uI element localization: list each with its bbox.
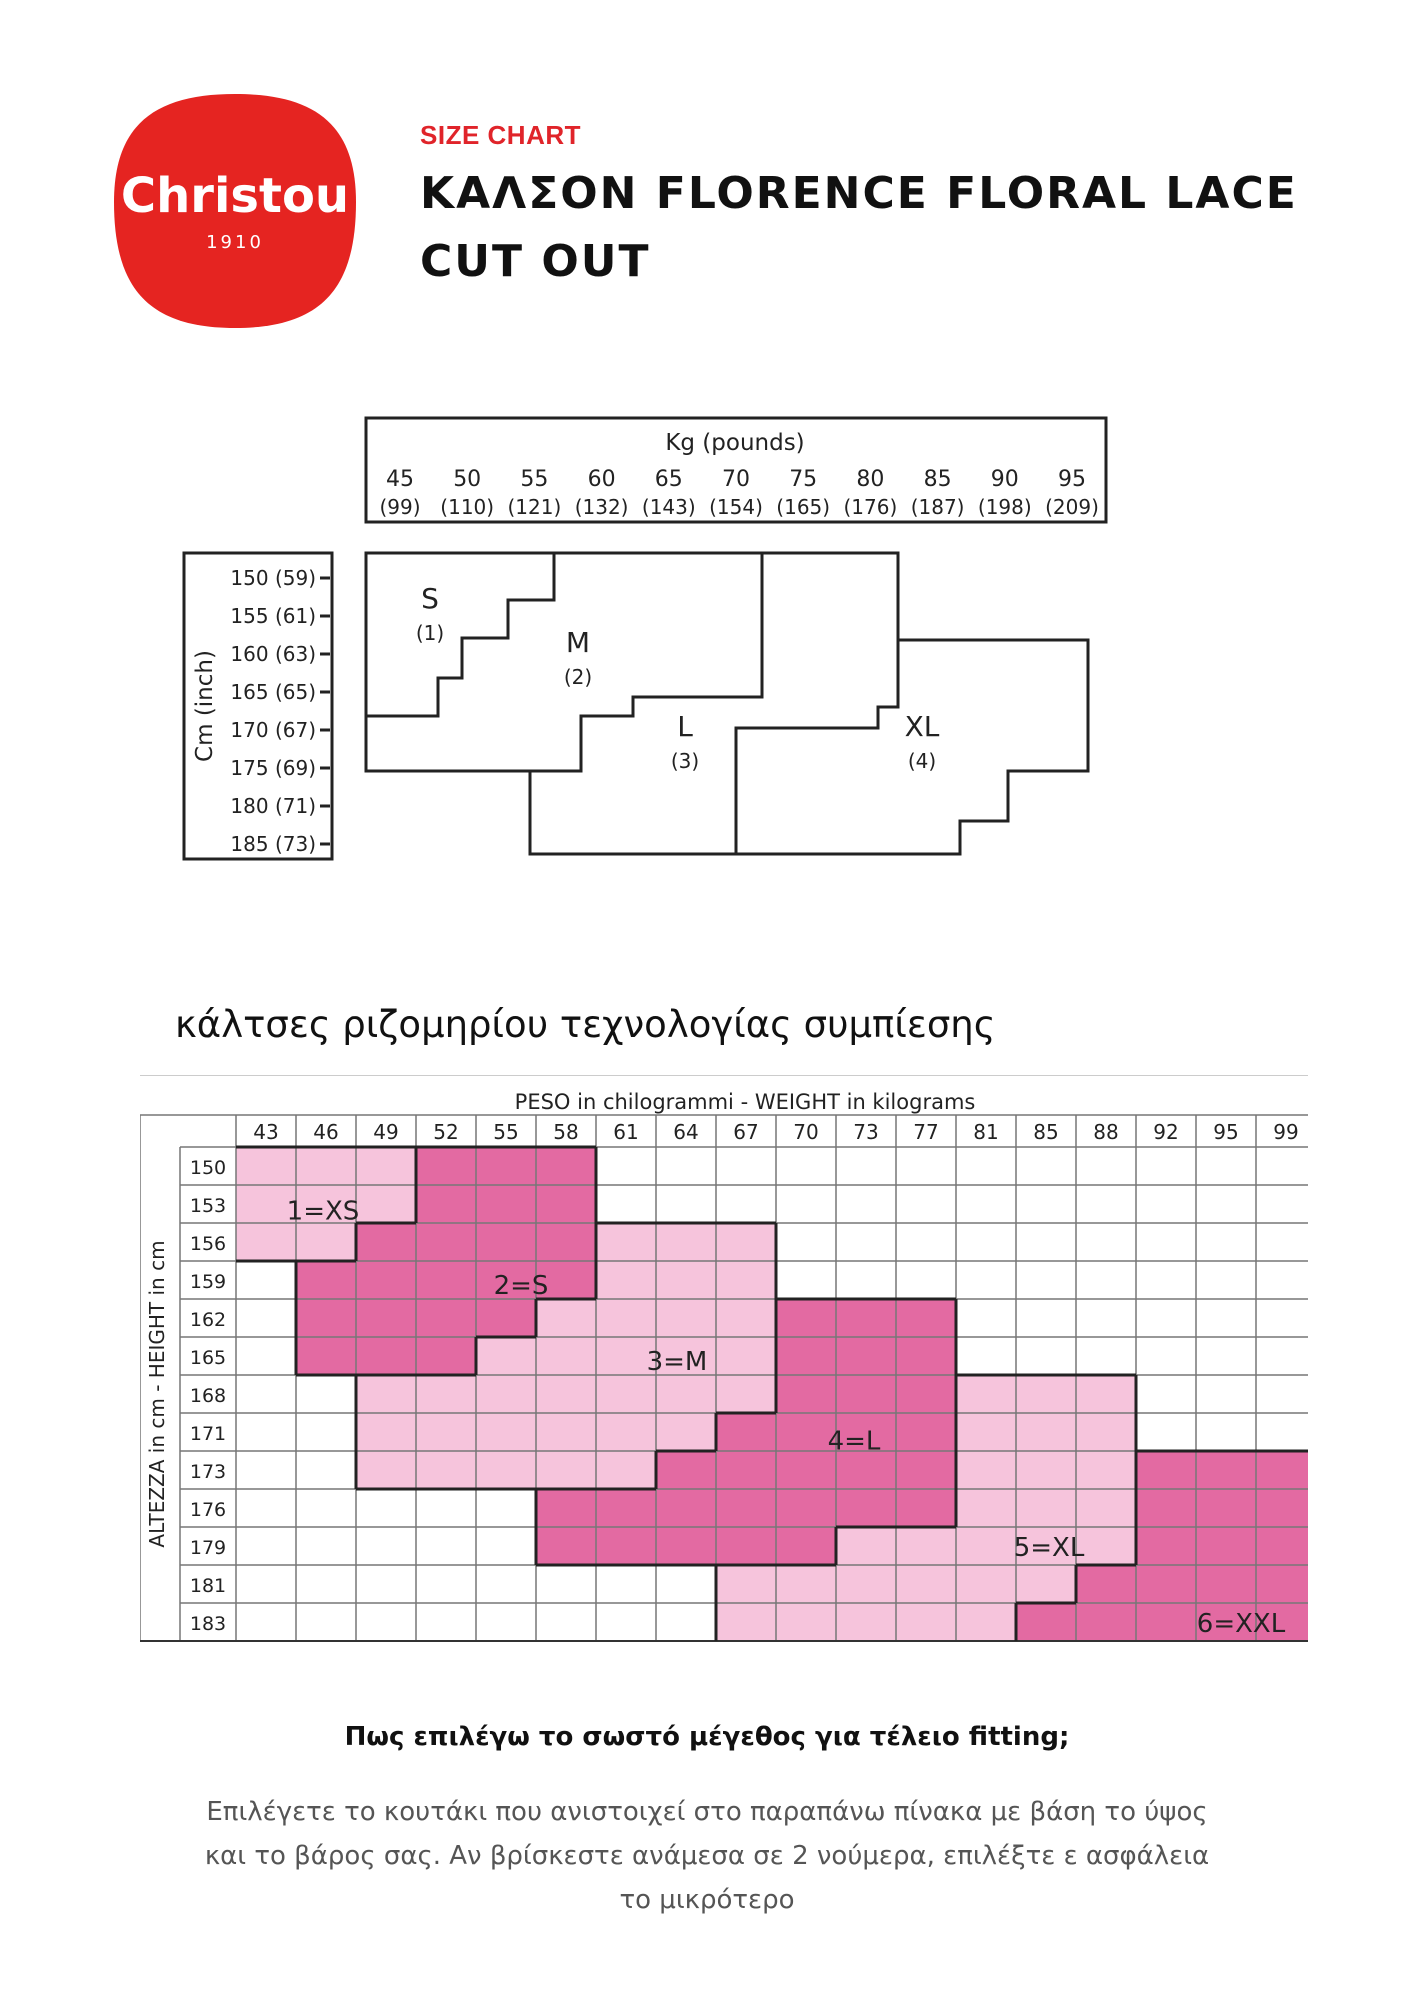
weight-label: 49 [373, 1120, 399, 1144]
size-region-cell [236, 1147, 416, 1185]
size-region-cell [776, 1337, 956, 1375]
size-xl-region [736, 640, 1088, 854]
height-label: 175 (69) [230, 756, 316, 780]
size-l-region [530, 553, 898, 854]
size-region-cell [596, 1223, 776, 1261]
height-label: 171 [189, 1423, 227, 1445]
height-label: 183 [189, 1613, 227, 1635]
size-region-cell [356, 1451, 656, 1489]
size-name-label: XL [904, 710, 940, 743]
height-label: 170 (67) [230, 718, 316, 742]
size-region-cell [1136, 1451, 1308, 1489]
size-number-label: (1) [415, 621, 445, 645]
size-number-label: (2) [563, 665, 593, 689]
size-region-cell [716, 1603, 1016, 1641]
logo-brand-name: Christou [120, 168, 350, 224]
height-label: 185 (73) [230, 832, 316, 856]
height-label: 159 [189, 1271, 227, 1293]
weight-lb-label: (198) [977, 495, 1032, 519]
size-region-cell [956, 1451, 1136, 1489]
height-label: 181 [189, 1575, 227, 1597]
height-label: 150 (59) [230, 566, 316, 590]
weight-label: 81 [973, 1120, 999, 1144]
weight-label: 43 [253, 1120, 279, 1144]
size-region-cell [596, 1261, 776, 1299]
weight-lb-label: (165) [776, 495, 831, 519]
weight-kg-label: 50 [453, 467, 482, 492]
weight-label: 95 [1213, 1120, 1239, 1144]
size-region-cell [416, 1147, 596, 1185]
logo-year: 1910 [206, 232, 264, 253]
size-region-cell [476, 1337, 776, 1375]
weight-label: 99 [1273, 1120, 1299, 1144]
height-label: 180 (71) [230, 794, 316, 818]
height-axis-title: ALTEZZA in cm - HEIGHT in cm [145, 1240, 169, 1548]
size-name-label: L [677, 710, 693, 743]
weight-axis-title: Kg (pounds) [665, 430, 805, 456]
height-axis-title: Cm (inch) [192, 650, 218, 762]
weight-kg-label: 55 [520, 467, 549, 492]
weight-lb-label: (110) [440, 495, 495, 519]
weight-lb-label: (187) [910, 495, 965, 519]
size-region-cell [776, 1299, 956, 1337]
weight-axis-title: PESO in chilogrammi - WEIGHT in kilograms [514, 1090, 976, 1114]
weight-kg-label: 85 [923, 467, 952, 492]
fitting-question: Πως επιλέγω το σωστό μέγεθος για τέλειο fitting; [344, 1722, 1070, 1752]
size-region-cell [1136, 1489, 1308, 1527]
height-label: 165 (65) [230, 680, 316, 704]
size-region-cell [656, 1451, 956, 1489]
height-label: 173 [189, 1461, 227, 1483]
size-label: 6=XXL [1196, 1609, 1286, 1639]
weight-kg-label: 80 [856, 467, 885, 492]
weight-kg-label: 70 [722, 467, 750, 492]
weight-lb-label: (176) [843, 495, 898, 519]
size-s-region [366, 553, 554, 716]
tights-size-chart [140, 340, 1140, 880]
size-region-cell [416, 1185, 596, 1223]
weight-kg-label: 90 [990, 467, 1019, 492]
weight-lb-label: (99) [379, 495, 421, 519]
size-region-cell [1136, 1527, 1308, 1565]
stockings-size-chart [140, 1075, 1308, 1665]
weight-lb-label: (143) [641, 495, 696, 519]
weight-kg-label: 60 [587, 467, 616, 492]
size-number-label: (3) [670, 749, 700, 773]
size-region-cell [536, 1527, 836, 1565]
weight-kg-label: 75 [789, 467, 818, 492]
size-chart-label: SIZE CHART [420, 120, 581, 150]
height-label: 160 (63) [230, 642, 316, 666]
product-title: ΚΑΛΣΟΝ FLORENCE FLORAL LACE CUT OUT [420, 168, 1298, 287]
size-label: 5=XL [1013, 1533, 1085, 1563]
weight-label: 88 [1093, 1120, 1119, 1144]
height-label: 150 [189, 1157, 227, 1179]
weight-label: 70 [793, 1120, 819, 1144]
height-label: 179 [189, 1537, 227, 1559]
height-label: 176 [189, 1499, 227, 1521]
weight-label: 64 [673, 1120, 699, 1144]
weight-lb-label: (132) [574, 495, 629, 519]
size-region-cell [296, 1337, 476, 1375]
size-region-cell [296, 1261, 596, 1299]
weight-lb-label: (154) [709, 495, 763, 519]
size-region-cell [1076, 1565, 1308, 1603]
weight-label: 58 [553, 1120, 579, 1144]
weight-label: 67 [733, 1120, 759, 1144]
size-region-cell [356, 1375, 776, 1413]
size-region-cell [956, 1375, 1136, 1413]
height-label: 165 [189, 1347, 227, 1369]
weight-label: 61 [613, 1120, 639, 1144]
size-region-cell [776, 1375, 956, 1413]
size-label: 1=XS [286, 1196, 360, 1227]
weight-label: 92 [1153, 1120, 1179, 1144]
weight-label: 55 [493, 1120, 519, 1144]
size-region-cell [836, 1527, 1136, 1565]
section-title: κάλτσες ριζομηρίου τεχνολογίας συμπίεσης [175, 1003, 996, 1046]
height-label: 153 [189, 1195, 227, 1217]
size-region-cell [536, 1489, 956, 1527]
height-label: 162 [189, 1309, 227, 1331]
weight-kg-label: 45 [386, 467, 414, 492]
height-label: 155 (61) [230, 604, 316, 628]
weight-label: 46 [313, 1120, 339, 1144]
size-number-label: (4) [907, 749, 937, 773]
weight-lb-label: (121) [507, 495, 562, 519]
size-name-label: M [565, 626, 591, 659]
size-label: 3=M [646, 1346, 708, 1377]
height-label: 156 [189, 1233, 227, 1255]
fitting-instructions: Επιλέγετε το κουτάκι που ανιστοιχεί στο παραπάνω πίνακα με βάση το ύψος και το βάρος σας. Αν βρίσκεστε ανάμεσα σε 2 νούμερα, επιλέξτε ε ασφάλεια το μικρότερο [204, 1797, 1210, 1915]
height-label: 168 [189, 1385, 227, 1407]
weight-kg-label: 65 [654, 467, 683, 492]
christou-logo [112, 92, 358, 330]
weight-label: 85 [1033, 1120, 1059, 1144]
size-region-cell [956, 1413, 1136, 1451]
weight-label: 77 [913, 1120, 939, 1144]
size-label: 4=L [827, 1426, 881, 1457]
size-label: 2=S [493, 1270, 549, 1301]
weight-label: 52 [433, 1120, 459, 1144]
weight-label: 73 [853, 1120, 879, 1144]
weight-kg-label: 95 [1058, 467, 1086, 492]
size-name-label: S [421, 582, 439, 615]
weight-lb-label: (209) [1045, 495, 1099, 519]
size-region-cell [956, 1489, 1136, 1527]
